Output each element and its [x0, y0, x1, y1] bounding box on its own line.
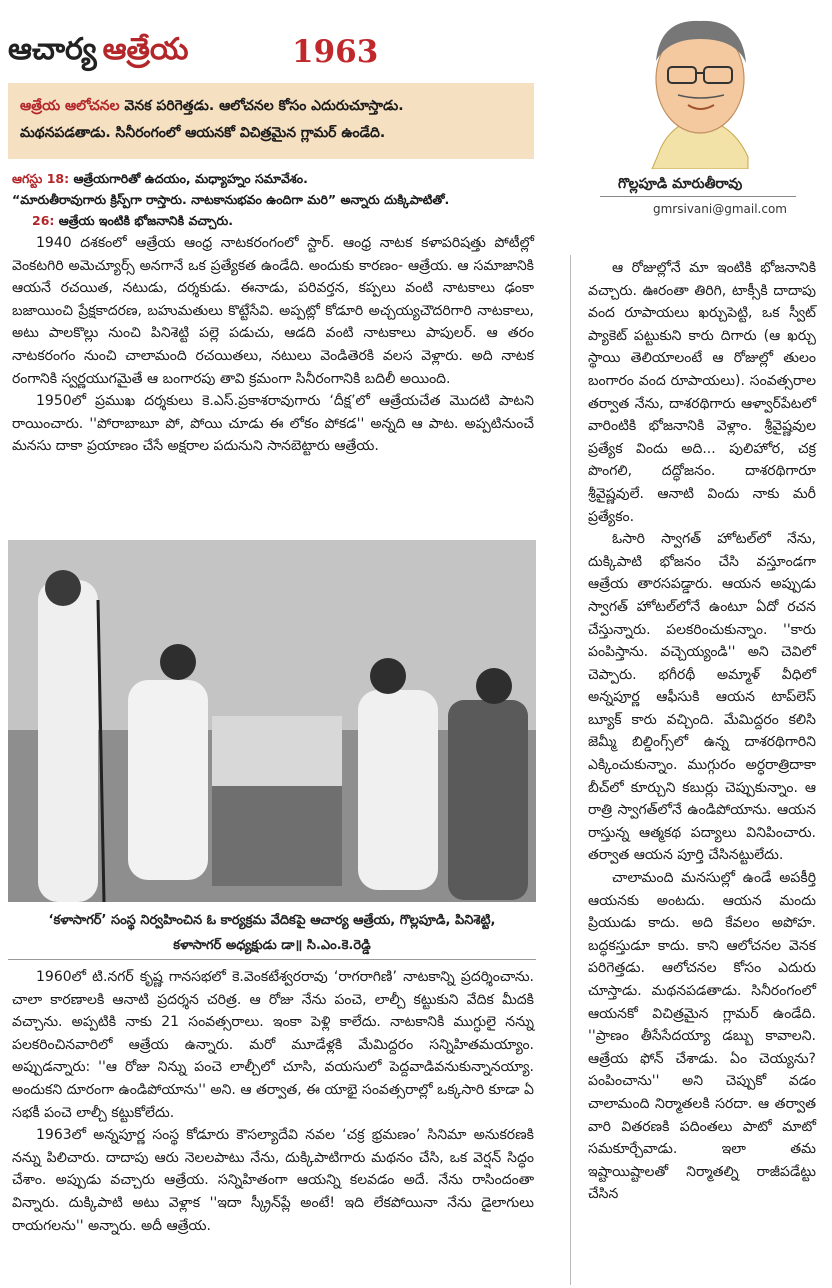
title-part2: ఆత్రేయ [102, 32, 189, 67]
author-name: గొల్లపూడి మారుతీరావు [618, 176, 743, 192]
intro-line2: మథనపడతాడు. సినీరంగంలో ఆయనకో విచిత్రమైన గ్లామర్ ఉండేది. [20, 125, 386, 141]
paragraph: 1960లో టి.నగర్ కృష్ణ గానసభలో కె.వెంకటేశ్వరరావు ‘రాగరాగిణి’ నాటకాన్ని ప్రదర్శించాను. చాలా కారణాలకి ఆనాటి ప్రదర్శన చరిత్ర. ఆ రోజు నేను పంచె, లాల్చీ కట్టుకుని వేదిక మీదకి వచ్చాను. అప్పటికి నాకు 21 సంవత్సరాలు. ఇంకా పెళ్లి కాలేదు. నాటకానికి ముగ్ధులై నన్ను పలకరించినవారిలో ఆత్రేయ ఉన్నారు. మరో మూడేళ్లకి మేమిద్దరం సన్నిహితమయ్యాం. అప్పుడన్నారు: ''ఆ రోజు నిన్ను పంచె లాల్చీలో చూసి, వయసులో పెద్దవాడివనుకున్నానయ్యా. అందుకని దూరంగా ఉండిపోయాను'' అని. ఆ తర్వాత, ఈ యాభై సంవత్సరాల్లో ఒక్కసారి కూడా ఏ సభకీ పంచె లాల్చీ కట్టుకోలేదు. [12, 969, 534, 1121]
author-email: gmrsivani@gmail.com [653, 202, 787, 216]
title-year: 1963 [292, 34, 379, 70]
caption-line2: కళాసాగర్ అధ్యక్షుడు డా॥ సి.ఎం.కె.రెడ్డి [173, 938, 371, 953]
caption-divider [8, 959, 536, 960]
diary-entry-line: “మారుతీరావుగారు క్రిస్ప్‌గా రాస్తారు. నాటకానుభవం ఉందిగా మరి” అన్నారు దుక్కిపాటితో. [12, 192, 450, 207]
paragraph: 1963లో అన్నపూర్ణ సంస్థ కోడూరు కౌసల్యాదేవి నవల ‘చక్ర భ్రమణం’ సినిమా అనుకరణకి నన్ను పిలిచారు. దాదాపు ఆరు నెలలపాటు నేను, దుక్కిపాటిగారు మథనం చేసి, ఒక వెర్షన్ సిద్ధం చేశాం. అప్పుడు వచ్చారు ఆత్రేయ. సన్నిహితంగా ఆయన్ని కలవడం అదే. నేను రాసిందంతా విన్నారు. దుక్కిపాటి అటు వెళ్లాక ''ఇదా స్క్రీన్‌ప్లే అంటే! ఇది లేకపోయినా నేను డైలాగులు రాయగలను'' అన్నారు. అదీ ఆత్రేయ. [12, 1127, 534, 1234]
event-photo [8, 540, 536, 902]
column-left-bottom [12, 966, 534, 1237]
caption-line1: ‘కళాసాగర్’ సంస్థ నిర్వహించిన ఓ కార్యక్రమ వేదికపై ఆచార్య ఆత్రేయ, గొల్లపూడి, పినిశెట్టి, [48, 913, 496, 928]
diary-entry: ఆగస్టు 18: ఆత్రేయగారితో ఉదయం, మధ్యాహ్నం సమావేశం. [12, 171, 308, 186]
diary-date: 26: [32, 213, 55, 228]
paragraph: చాలామంది మనసుల్లో ఉండే అపకీర్తి ఆయనకు అంటదు. ఆయన మందు ప్రియుడు కాదు. అది కేవలం అపోహ. బద్ధకస్తుడూ కాదు. కాని ఆలోచనల వెనక పరిగెత్తడు. ఆలోచనల కోసం ఎదురు చూస్తాడు. మథనపడతాడు. సినీరంగంలో ఆయనకో విచిత్రమైన గ్లామర్ ఉండేది. ''ప్రాణం తీసేసేదయ్యా డబ్బు కావాలని. ఆత్రేయ ఫోన్ చేశాడు. ఏం చెయ్యను? పంపించాను'' అని చెప్పుకో వడం చాలామంది నిర్మాతలకి సరదా. ఆ తర్వాత వారి వితరణకి పదింతలు పాటో మాటో సమకూర్చేవాడు. ఇలా తమ ఇష్టాయిష్టాలతో నిర్మాతల్ని రాజీపడేట్టు చేసిన [588, 870, 816, 1203]
author-portrait [608, 5, 792, 169]
paragraph: ఓసారి స్వాగత్ హోటల్‌లో నేను, దుక్కిపాటి భోజనం చేసి వస్తూండగా ఆత్రేయ తారసపడ్డారు. ఆయన అప్పుడు స్వాగత్ హోటల్‌లోనే ఉంటూ ఏదో రచన చేస్తున్నారు. పలకరించుకున్నాం. ''కారు పంపిస్తాను. వచ్చెయ్యండి'' అని చెవిలో చెప్పారు. భగీరథీ అమ్మాళ్ వీధిలో అన్నపూర్ణ ఆఫీసుకి ఆయన టాప్‌లెస్ బ్యూక్ కారు వచ్చింది. మేమిద్దరం కలిసి జెమ్మీ బిల్డింగ్స్‌లో ఉన్న దాశరథిగారిని ఎక్కించుకున్నాం. ముగ్గురం అర్ధరాత్రిదాకా బీచ్‌లో కూర్చుని కబుర్లు చెప్పుకున్నాం. ఆ రాత్రి స్వాగత్‌లోనే ఉండిపోయాను. ఆయన రాస్తున్న ఆత్మకథ పద్యాలు వినిపించారు. తర్వాత ఆయన పూర్తి చేసినట్టులేదు. [588, 531, 816, 864]
author-divider [600, 196, 796, 197]
column-divider [570, 255, 571, 1285]
diary-entry: 26: ఆత్రేయ ఇంటికి భోజనానికి వచ్చారు. [32, 213, 233, 228]
diary-date: ఆగస్టు 18: [12, 171, 70, 186]
diary-block [12, 168, 537, 231]
intro-highlight: ఆత్రేయ ఆలోచనల [20, 98, 120, 114]
article-title [8, 32, 188, 74]
column-right [588, 257, 816, 1206]
intro-line1: వెనక పరిగెత్తడు. ఆలోచనల కోసం ఎదురుచూస్తాడు. [119, 98, 404, 114]
paragraph: ఆ రోజుల్లోనే మా ఇంటికి భోజనానికి వచ్చారు. ఊరంతా తిరిగి, టాక్సీకి దాదాపు వంద రూపాయలు ఖర్చుపెట్టి, ఒక స్వీట్ ప్యాకెట్ పట్టుకుని కారు దిగారు (ఆ ఖర్చు స్థాయి తెలియాలంటే ఆ రోజుల్లో తులం బంగారం వంద రూపాయలు). సంవత్సరాల తర్వాత నేను, దాశరథిగారు ఆళ్వార్‌పేటలో వారింటికి భోజనానికి వెళ్లాం. శ్రీవైష్ణవుల ప్రత్యేక విందు అది... పులిహోర, చక్ర పొంగలి, దద్ధోజనం. దాశరథిగారూ శ్రీవైష్ణవులే. ఆనాటి విందు నాకు మరీ ప్రత్యేకం. [588, 260, 816, 525]
title-part1: ఆచార్య [8, 32, 97, 67]
paragraph: 1950లో ప్రముఖ దర్శకులు కె.ఎస్.ప్రకాశరావుగారు ‘దీక్ష’లో ఆత్రేయచేత మొదటి పాటని రాయించారు. ''పోరాబాబూ పో, పోయి చూడు ఈ లోకం పోకడ'' అన్నది ఆ పాట. అప్పటినుంచే మనసు దాకా ప్రయాణం చేసే అక్షరాల పదునుని సానబెట్టారు ఆత్రేయ. [12, 393, 534, 455]
paragraph: 1940 దశకంలో ఆత్రేయ ఆంధ్ర నాటకరంగంలో స్టార్. ఆంధ్ర నాటక కళాపరిషత్తు పోటీల్లో వెంకటగిరి అమెచ్యూర్స్ అనగానే ఒక ప్రత్యేకత ఉండేది. అందుకు కారణం- ఆత్రేయ. ఆ సమాజానికి ఆయనే రచయిత, నటుడు, దర్శకుడు. ఈనాడు, పరివర్తన, కప్పలు వంటి నాటకాలు ఢంకా బజాయించి ప్రేక్షకాదరణ, బహుమతులు కొట్టేసేవి. అప్పట్లో కోడూరి అచ్చయ్యచౌదరిగారి నాటకాలు, అటు పాలకొల్లు నుంచి పినిశెట్టి పల్లె పడుచు, ఆడది వంటి నాటకాలు పాపులర్. ఆ తరం నాటకరంగం నుంచి చాలామంది రచయితలు, నటులు వెండితెరకి వలస వెళ్లారు. అది నాటక రంగానికి స్వర్ణయుగమైతే ఆ బంగారపు తావి క్రమంగా సినీరంగానికి బదిలీ అయింది. [12, 235, 534, 387]
photo-caption [8, 908, 536, 958]
intro-box [8, 83, 534, 159]
column-left-top [12, 232, 534, 458]
